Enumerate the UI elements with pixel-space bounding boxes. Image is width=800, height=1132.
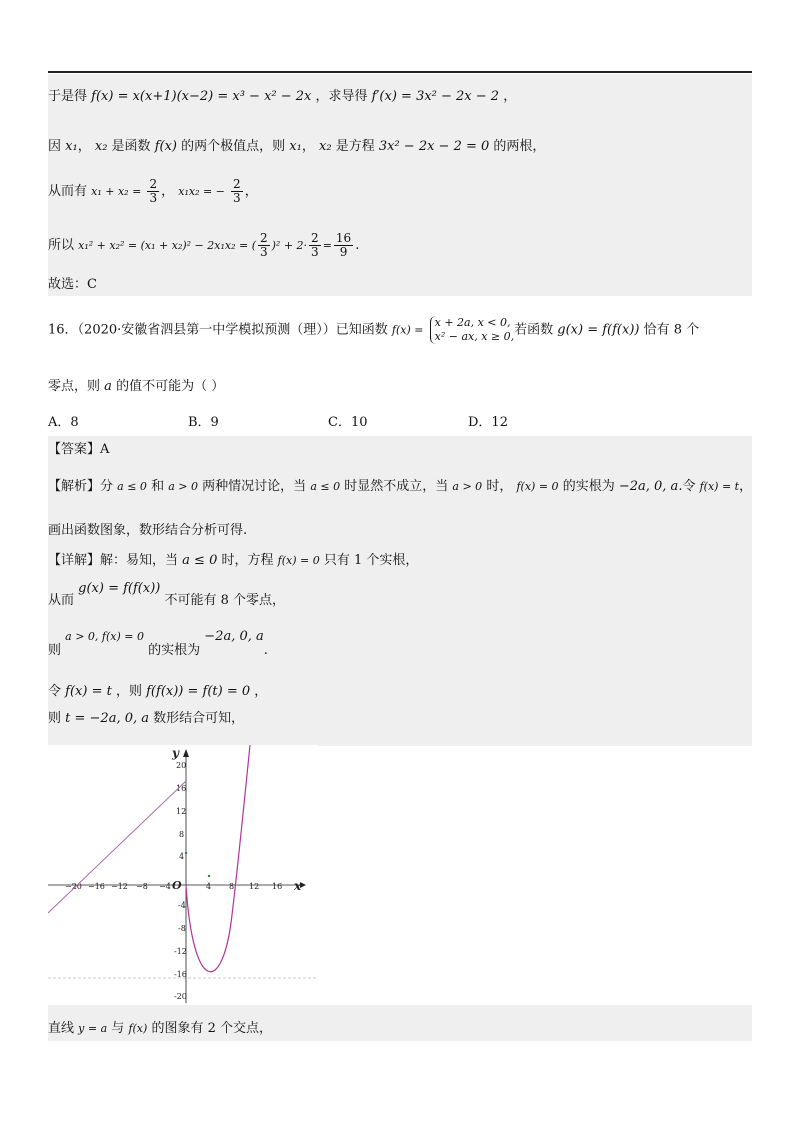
left-linear-branch: [48, 781, 186, 913]
analysis-line-1: 【解析】分 a ≤ 0 和 a > 0 两种情况讨论，当 a ≤ 0 时显然不成立，当 a > 0 时， f(x) = 0 的实根为 −2a, 0, a.令 f(x) = t，: [48, 479, 753, 494]
fraction: $\frac{2}{3}$: [149, 177, 158, 205]
fraction: $\frac{2}{3}$: [311, 231, 319, 259]
question-16-line-2: 零点，则 a 的值不可能为（ ）: [48, 379, 225, 394]
x-tick: −8: [136, 882, 148, 891]
solution-line-5: 故选：C: [48, 277, 97, 292]
y-tick: -20: [174, 992, 187, 1001]
y-tick: 16: [176, 784, 187, 793]
detail-line-5: 则 t = −2a, 0, a 数形结合可知，: [48, 711, 245, 726]
y-tick: 12: [176, 807, 187, 816]
option-d: D．12: [468, 415, 508, 430]
y-tick: 8: [179, 830, 185, 839]
y-tick: -4: [178, 901, 186, 910]
solution-line-1: 于是得 f(x) = x(x+1)(x−2) = x³ − x² − 2x ，求导得 f′(x) = 3x² − 2x − 2 ，: [48, 89, 517, 104]
detail-line-3: 则 a > 0, f(x) = 0 的实根为 −2a, 0, a.: [48, 629, 268, 658]
solution-line-2: 因 x₁， x₂ 是函数 f(x) 的两个极值点，则 x₁， x₂ 是方程 3x² − 2x − 2 = 0 的两根，: [48, 139, 546, 154]
piecewise-brace: x + 2a, x < 0, x² − ax, x ≥ 0,: [430, 316, 515, 344]
x-tick: 16: [272, 882, 283, 891]
solution-line-3: 从而有 x₁ + x₂ = $\frac{2}{3}$ ， x₁x₂ = − $\frac{2}{3}$ ，: [48, 177, 258, 205]
y-axis-arrow: [183, 749, 189, 757]
y-tick: 20: [176, 761, 187, 770]
x-tick: −16: [88, 882, 105, 891]
root-point: [185, 852, 187, 854]
fraction: $\frac{2}{3}$: [233, 177, 241, 205]
analysis-line-2: 画出函数图象，数形结合分析可得.: [48, 523, 248, 538]
x-tick: −4: [159, 882, 171, 891]
detail-line-2: 从而 g(x) = f(f(x)) 不可能有 8 个零点，: [48, 581, 286, 608]
fraction: $\frac{2}{3}$: [260, 231, 268, 259]
origin-label: O: [172, 879, 182, 892]
detail-line-4: 令 f(x) = t ，则 f(f(x)) = f(t) = 0 ，: [48, 684, 268, 699]
y-tick: 4: [179, 852, 185, 861]
x-tick: 8: [229, 882, 235, 891]
root-point: [208, 875, 210, 877]
x-tick: −20: [65, 882, 82, 891]
formula-fx: f(x) = x(x+1)(x−2) = x³ − x² − 2x: [91, 89, 312, 104]
x-tick: 12: [249, 882, 260, 891]
answer-label: 【答案】A: [48, 442, 110, 457]
question-16-line-1: 16．（2020·安徽省泗县第一中学模拟预测（理））已知函数 f(x) = x + 2a, x < 0, x² − ax, x ≥ 0, 若函数 g(x) = f(f(x)) 恰有 8 个: [48, 316, 700, 343]
option-a: A．8: [48, 415, 79, 430]
function-graph-svg: [48, 745, 318, 1003]
final-line: 直线 y = a 与 f(x) 的图象有 2 个交点，: [48, 1021, 272, 1036]
y-tick: -8: [178, 924, 186, 933]
option-b: B．9: [188, 415, 219, 430]
top-rule: [48, 71, 752, 73]
y-tick: -12: [174, 947, 187, 956]
detail-line-1: 【详解】解：易知，当 a ≤ 0 时，方程 f(x) = 0 只有 1 个实根，: [48, 553, 419, 568]
y-tick: -16: [174, 970, 187, 979]
x-axis-label: x: [294, 879, 302, 893]
option-c: C．10: [328, 415, 368, 430]
solution-line-4: 所以 x₁² + x₂² = (x₁ + x₂)² − 2x₁x₂ = ( $\frac{2}{3}$ )² + 2· $\frac{2}{3}$ = $\frac{16}{9}$ .: [48, 231, 360, 259]
function-graph: [48, 745, 318, 1003]
y-axis-label: y: [172, 746, 179, 760]
fraction: $\frac{16}{9}$: [335, 231, 352, 259]
x-tick: 4: [206, 882, 212, 891]
parabola-branch: [186, 745, 250, 972]
formula-derivative: f′(x) = 3x² − 2x − 2: [371, 89, 500, 104]
x-tick: −12: [111, 882, 128, 891]
